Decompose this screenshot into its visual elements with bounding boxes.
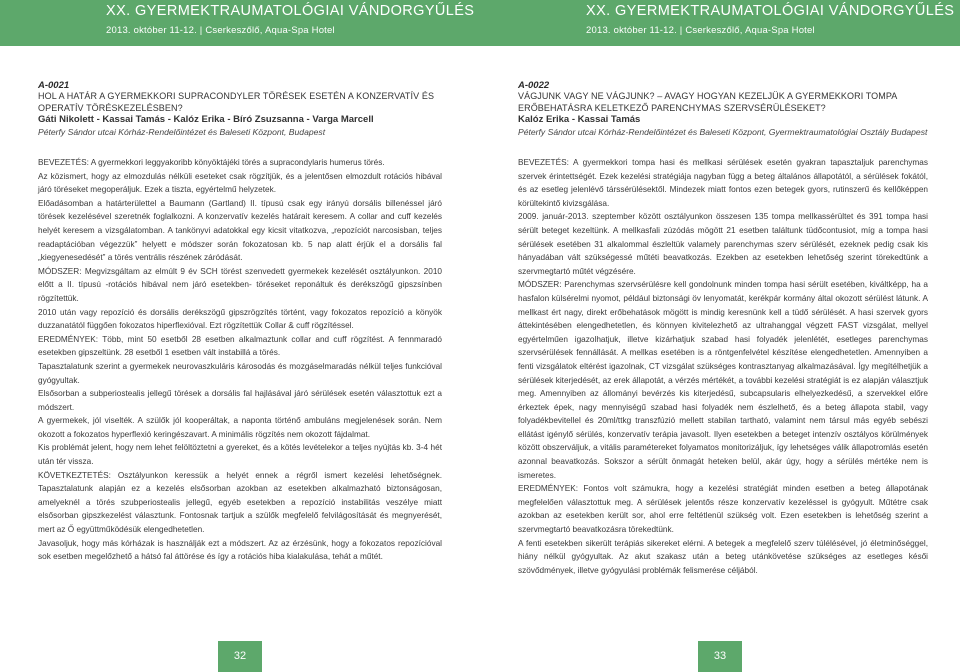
abstract-right <box>518 80 928 577</box>
abstract-body <box>38 156 442 564</box>
paragraph: 2009. január-2013. szeptember között osztályunkon összesen 135 tompa mellkassérültet és 391 tompa hasi sérült beteget kezeltünk. A mellkasfali zúzódás mögött 21 esetben találtunk tüdőcontusiot, míg a tompa hasi sérülések esetében 31 alkalommal észleltük valamely parenchymas szerv sérülését, ezeknek pedig csak kis hányadában vált szükségessé műtéti beavatkozás. Ezekben az esetekben lehetőség szerint törekedtünk a szervmegtartó műtét végzésére. <box>518 212 928 276</box>
paragraph: 2010 után vagy repozíció és dorsális derékszögű gipszrögzítés történt, vagy fokozatos repozíció a könyök duzzanatától függően fokozatos hiperflexióval. Ezt rögzítettük Collar & cuff rögzítéssel. <box>38 307 442 331</box>
paragraph: Javasoljuk, hogy más kórházak is használják ezt a módszert. Az az érzésünk, hogy a fokozatos repozícióval sok esetben megelőzhető a hátsó fal áttörése és így a rotációs hiba kialakulása, tehát a műtét. <box>38 538 442 562</box>
paragraph: BEVEZETÉS: A gyermekkori leggyakoribb könyöktájéki törés a supracondylaris humerus törés. <box>38 158 385 167</box>
abstract-body <box>518 156 928 577</box>
paragraph: Az közismert, hogy az elmozdulás nélküli eseteket csak rögzítjük, és a jelentősen elmozdult rotációs hibával járó töréseket megoperáljuk. Ezek a tiszta, egyértelmű helyzetek. <box>38 171 442 195</box>
conference-title-right: XX. GYERMEKTRAUMATOLÓGIAI VÁNDORGYŰLÉS <box>586 3 955 19</box>
paragraph: BEVEZETÉS: A gyermekkori tompa hasi és mellkasi sérülések esetén gyakran tapasztaljuk parenchymas szervek érintettségét. Ezek kezelési stratégiája nagyban függ a beteg általános állapotától, a sérülések fokától, és az esetleg jelenlévő társsérülésektől. Mindezek miatt fontos ezen betegek gyors, rutinszerű és kellőképpen körültekintő kivizsgálása. <box>518 158 928 208</box>
paragraph: Elsősorban a subperiostealis jellegű törések a dorsális fal hajlásával járó sérülések esetén választottuk ezt a módszert. <box>38 389 442 412</box>
header-banner-right <box>480 0 960 46</box>
abstract-left <box>38 80 442 564</box>
paragraph: A fenti esetekben sikerült terápiás sikereket elérni. A betegek a megfelelő szerv túlélésével, jó életminőséggel, hiány nélkül gyógyultak. Az akut szakasz után a beteg utánkövetése szükséges az esetleges késői szövődmények, illetve gyógyulási problémák felismerése céljából. <box>518 538 928 575</box>
conference-subtitle-left: 2013. október 11-12. | Cserkeszőlő, Aqua-Spa Hotel <box>106 25 335 36</box>
right-page <box>480 0 960 672</box>
abstract-institution: Péterfy Sándor utcai Kórház-Rendelőintézet és Baleseti Központ, Budapest <box>38 127 326 137</box>
abstract-authors: Gáti Nikolett - Kassai Tamás - Kalóz Erika - Bíró Zsuzsanna - Varga Marcell <box>38 114 374 125</box>
paragraph: Előadásomban a határterülettel a Baumann (Gartland) II. típusú csak egy irányú dorsális billenéssel járó törések kezelésével szeretnék foglalkozni. A konzervatív kezelés határait keresem. A collar and cuff kezelés helyét keresem a vizsgálatomban. A tankönyvi adatokkal egy kicsit vitatkozva, „repozíciót narcosisban, teljes readaptációban végezzük” helyett e módszer során fokozatosan kb. 5 nap alatt érjük el a dorsális fal „kiegyenesedését” a törés ventrális részének záródását. <box>38 198 442 263</box>
header-banner-left <box>0 0 480 46</box>
abstract-authors: Kalóz Erika - Kassai Tamás <box>518 114 641 125</box>
paragraph: MÓDSZER: Parenchymas szervsérülésre kell gondolnunk minden tompa hasi sérült esetében, kiváltképp, ha a hasfalon külsérelmi nyomot, például biztonsági öv lenyomatát, kerékpár kormány által okozott sérülést látunk. A mellkast ért nagy, direkt erőbehatások mögött is mindig keresnünk kell a tüdő sérülését. A hasi szervek gyors áttekintésében elengedhetetlen, és könnyen kivitelezhető az ultrahanggal végzett FAST vizsgálat, mellyel egyértelműen igazolhatjuk, illetve kizárhatjuk szabad hasi folyadék jelenlétét, esetleges parenchymas szervsérülések fennállását. A mellkas esetében is a röntgenfelvétel készítése elengedhetetlen. Amennyiben a fenti vizsgálatok eltérést igazolnak, CT vizsgálat szükséges kontrasztanyag alkalmazásával. Így megítélhetjük a sérülések kiterjedését, az erek állapotát, a vérzés mértékét, a további kezelési stratégiát is ez alapján választjuk meg. Amennyiben az állományi bevérzés kis kiterjedésű, subcapsularis elhelyezkedésű, a szervekkel előre érkeztek épek, nagy mennyiségű szabad hasi folyadék nem észlelhető, és a beteg állapota stabil, vagy folyadékbevitellel és 20ml/ttkg transzfúzió mellett stabilan tartható, valamint nem társul más egyéb sebészi ellátást igénylő sérülés, konzervatív terápia javasolt. Ilyen esetekben a beteget intenzív osztályos körülmények között obszerváljuk, a vitális paramétereket folyamatos monitorizáljuk, így lehetséges válik állapotromlás esetén azonnal beavatkozás. Sokszor a sérült önmagát heteken belül, akár úgy, hogy a sérülés mértéke nem is ismeretes. <box>518 280 928 480</box>
paragraph: EREDMÉNYEK: Fontos volt számukra, hogy a kezelési stratégiát minden esetben a beteg állapotának megfelelően választottuk meg. A sérülések jelentős része konzervatív kezeléssel is gyógyult. Műtétre csak azokban az esetekben került sor, ahol erre feltétlenül szükség volt. Ezen esetekben is lehetőség szerint a szervmegtartó beavatkozásra törekedtünk. <box>518 484 928 535</box>
conference-title-left: XX. GYERMEKTRAUMATOLÓGIAI VÁNDORGYŰLÉS <box>106 3 475 19</box>
paragraph: MÓDSZER: Megvizsgáltam az elmúlt 9 év SCH törést szenvedett gyermekek kezelését osztályunkon. 2010 előtt a II. típusú -rotációs hibával nem járó esetekben- töréseket reponáltuk és derékszögű gipszsínben rögzítettük. <box>38 266 442 303</box>
paragraph: Tapasztalatunk szerint a gyermekek neurovaszkuláris károsodás és mozgáselmaradás nélkül teljes funkcióval gyógyultak. <box>38 361 442 385</box>
abstract-code: A-0022 <box>518 80 550 91</box>
paragraph: KÖVETKEZTETÉS: Osztályunkon keressük a helyét ennek a régről ismert kezelési lehetőségnek. Tapasztalatunk alapján ez a kezelés elsősorban azokban az esetekben alkalmazható biztonságosan, amelyeknél a törés szubperiostealis jellegű, egyéb esetekben a repozíció instabilitás veszélye miatt elsősorban gipszkezelést választunk. Fontosnak tartjuk a szülők megfelelő felvilágosítását és megnyerését, mert az Ő együttműködésük elengedhetetlen. <box>38 470 442 535</box>
paragraph: EREDMÉNYEK: Több, mint 50 esetből 28 esetben alkalmaztunk collar and cuff rögzítést. A fennmaradó esetekben gipszeltünk. 28 esetből 1 esetben vált instabillá a törés. <box>38 334 442 358</box>
abstract-code: A-0021 <box>38 80 70 91</box>
abstract-title: VÁGJUNK VAGY NE VÁGJUNK? – AVAGY HOGYAN KEZELJÜK A GYERMEKKORI TOMPA ERŐBEHATÁSRA KELETKEZŐ PARENCHYMAS SZERVSÉRÜLÉSEKET? <box>518 91 897 113</box>
paragraph: A gyermekek, jól viselték. A szülők jól kooperáltak, a naponta történő ambuláns megjelenések során. Nem okozott a fokozatos hyperflexió keringészavart. A minimális rögzítés nem okozott fájdalmat. <box>38 416 442 439</box>
page-number-right: 33 <box>698 641 742 672</box>
abstract-institution: Péterfy Sándor utcai Kórház-Rendelőintézet és Baleseti Központ, Gyermektraumatológiai Osztály Budapest <box>518 127 928 137</box>
conference-subtitle-right: 2013. október 11-12. | Cserkeszőlő, Aqua-Spa Hotel <box>586 25 815 36</box>
page-number-left: 32 <box>218 641 262 672</box>
paragraph: Kis problémát jelent, hogy nem lehet felöltöztetni a gyereket, és a kötés levételekor a teljes nyújtás kb. 3-4 hét után tér vissza. <box>38 443 442 467</box>
abstract-title: HOL A HATÁR A GYERMEKKORI SUPRACONDYLER TÖRÉSEK ESETÉN A KONZERVATÍV ÉS OPERATÍV TÖRÉSKEZELÉSBEN? <box>38 91 435 113</box>
